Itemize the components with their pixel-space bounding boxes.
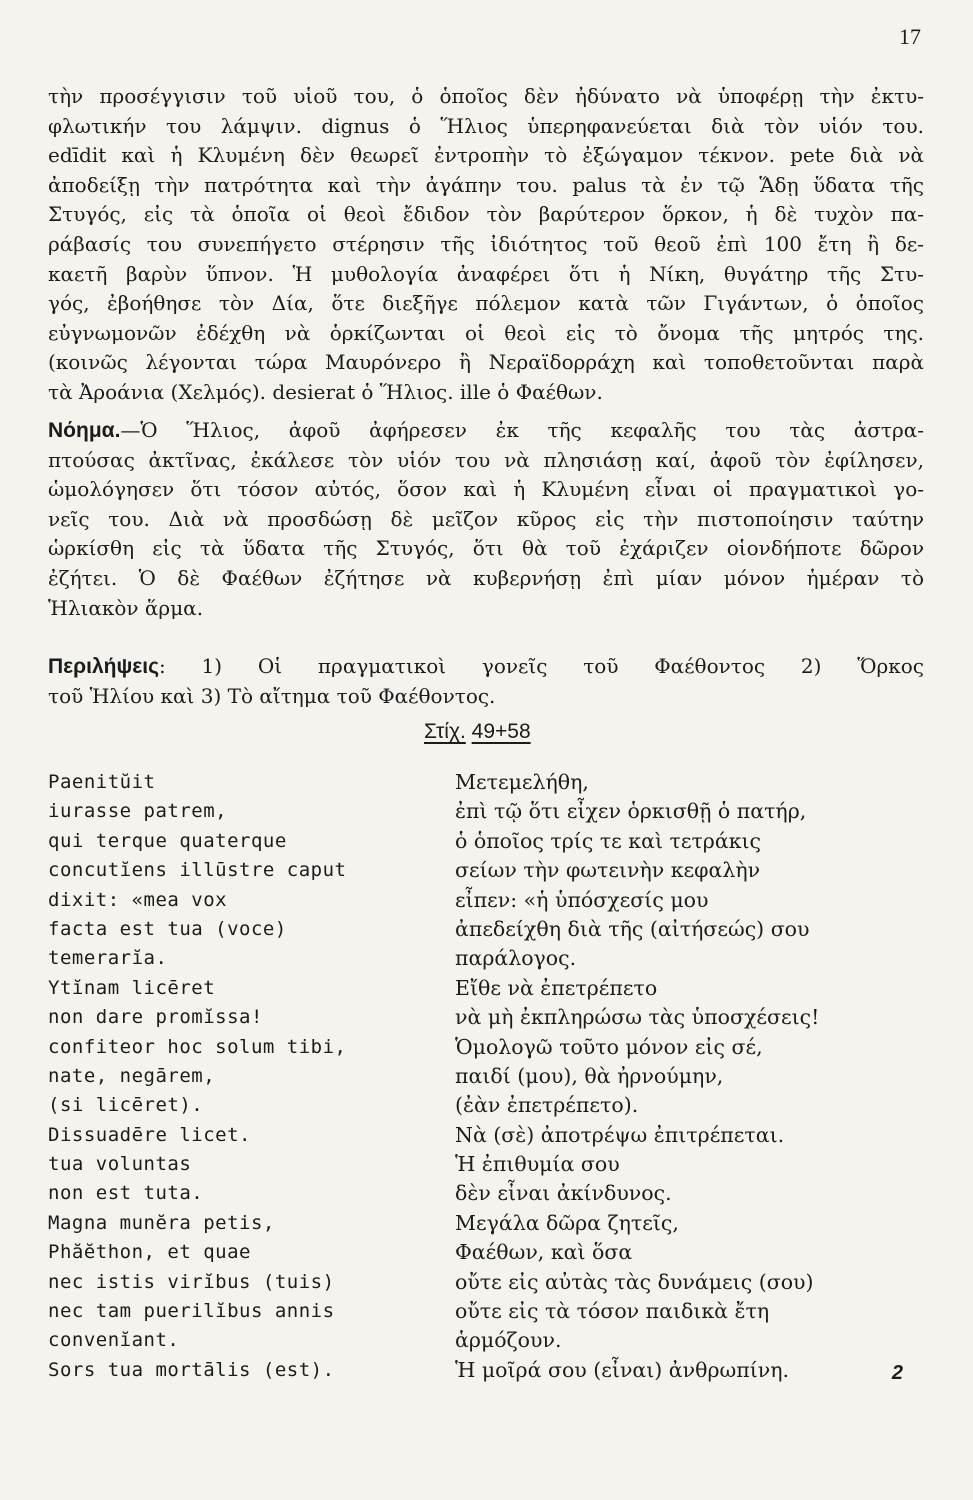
commentary-line: (κοινῶς λέγονται τώρα Μαυρόνερο ἢ Νεραϊδορράχη καὶ τοποθετοῦνται παρὰ: [48, 350, 924, 375]
signature-mark: 2: [891, 1362, 903, 1384]
commentary-line: φλωτικήν του λάμψιν. dignus ὁ Ἥλιος ὑπερηφανεύεται διὰ τὸν υἱόν του.: [48, 113, 924, 138]
perilipseis-paragraph: [48, 652, 924, 711]
latin-verse-line: temerarĭa.: [48, 947, 168, 970]
latin-verse-line: nate, negārem,: [48, 1064, 216, 1087]
commentary-line: Στυγός, εἰς τὰ ὁποῖα οἱ θεοὶ ἔδιδον τὸν βαρύτερον ὅρκον, ἡ δὲ τυχὸν πα-: [48, 202, 924, 227]
latin-verse-line: qui terque quaterque: [48, 829, 287, 852]
latin-verse-line: Phăĕthon, et quae: [48, 1241, 251, 1264]
latin-verse-line: tua voluntas: [48, 1153, 192, 1176]
latin-verse-line: Sors tua mortālis (est).: [48, 1358, 335, 1381]
noima-line: —Ὁ Ἥλιος, ἀφοῦ ἀφήρεσεν ἐκ τῆς κεφαλῆς του τὰς ἀστρα-: [120, 418, 924, 442]
noima-line: νεῖς του. Διὰ νὰ προσδώσῃ δὲ μεῖζον κῦρος εἰς τὴν πιστοποίησιν ταύτην: [48, 506, 924, 531]
commentary-line: εὐγνωμονῶν ἐδέχθη νὰ ὁρκίζωνται οἱ θεοὶ εἰς τὸ ὄνομα τῆς μητρός της.: [48, 320, 924, 345]
latin-verse-line: Paenitŭit: [48, 771, 156, 793]
perilipseis-line: : 1) Οἱ πραγματικοὶ γονεῖς τοῦ Φαέθοντος 2) Ὅρκος: [159, 654, 924, 678]
latin-verse-line: Ytĭnam licēret: [48, 976, 216, 999]
verse-range-numbers: 49+58: [471, 720, 531, 743]
noima-line: ὡμολόγησεν ὅτι τόσον αὐτός, ὅσον καὶ ἡ Κλυμένη εἶναι οἱ πραγματικοὶ γο-: [48, 477, 924, 502]
verse-range-heading: [424, 720, 531, 744]
noima-line: ἐζήτει. Ὁ δὲ Φαέθων ἐζήτησε νὰ κυβερνήσῃ ἐπὶ μίαν μόνον ἡμέραν τὸ: [48, 565, 924, 590]
greek-verse-line: Νὰ (σὲ) ἀποτρέψω ἐπιτρέπεται.: [455, 1122, 785, 1147]
noima-line: ὡρκίσθη εἰς τὰ ὕδατα τῆς Στυγός, ὅτι θὰ τοῦ ἐχάριζεν οἱονδήποτε δῶρον: [48, 536, 924, 561]
greek-verse-line: σείων τὴν φωτεινὴν κεφαλὴν: [455, 858, 761, 883]
latin-verse-line: iurasse patrem,: [48, 800, 228, 823]
latin-verse-line: confiteor hoc solum tibi,: [48, 1035, 347, 1058]
greek-verse-line: παράλογος.: [455, 946, 577, 971]
greek-verse-line: Φαέθων, καὶ ὅσα: [455, 1240, 633, 1265]
latin-verse-column: [48, 768, 408, 1385]
greek-verse-line: οὔτε εἰς αὐτὰς τὰς δυνάμεις (σου): [455, 1269, 814, 1294]
latin-verse-line: convenĭant.: [48, 1329, 180, 1352]
commentary-line: ἀποδείξῃ τὴν πατρότητα καὶ τὴν ἀγάπην του. palus τὰ ἐν τῷ Ἅδῃ ὕδατα τῆς: [48, 172, 924, 197]
greek-verse-line: δὲν εἶναι ἀκίνδυνος.: [455, 1181, 672, 1206]
noima-line: πτούσας ἀκτῖνας, ἐκάλεσε τὸν υἱόν του νὰ πλησιάσῃ καί, ἀφοῦ τὸν ἐφίλησεν,: [48, 447, 924, 472]
perilipseis-line: τοῦ Ἡλίου καὶ 3) Τὸ αἴτημα τοῦ Φαέθοντος.: [48, 683, 496, 708]
latin-verse-line: nec tam puerilĭbus annis: [48, 1300, 335, 1323]
greek-verse-line: παιδί (μου), θὰ ἠρνούμην,: [455, 1063, 724, 1088]
greek-verse-line: ἀπεδείχθη διὰ τῆς (αἰτήσεώς) σου: [455, 916, 810, 941]
greek-verse-line: Ἡ μοῖρά σου (εἶναι) ἀνθρωπίνη.: [455, 1357, 789, 1382]
greek-verse-line: ἐπὶ τῷ ὅτι εἶχεν ὁρκισθῇ ὁ πατήρ,: [455, 799, 807, 824]
greek-verse-line: (ἐὰν ἐπετρέπετο).: [455, 1093, 639, 1118]
latin-verse-line: non est tuta.: [48, 1182, 204, 1205]
commentary-line: καετῆ βαρὺν ὕπνον. Ἡ μυθολογία ἀναφέρει ὅτι ἡ Νίκη, θυγάτηρ τῆς Στυ-: [48, 261, 924, 286]
greek-verse-line: ἁρμόζουν.: [455, 1328, 562, 1353]
latin-verse-line: Dissuadēre licet.: [48, 1123, 251, 1146]
greek-verse-line: Ὁμολογῶ τοῦτο μόνον εἰς σέ,: [455, 1034, 763, 1059]
greek-verse-line: Ἡ ἐπιθυμία σου: [455, 1152, 620, 1177]
commentary-line: ράβασίς του συνεπήγετο στέρησιν τῆς ἰδιότητος τοῦ θεοῦ ἐπὶ 100 ἔτη ἢ δε-: [48, 231, 924, 256]
page-number: 17: [899, 24, 921, 49]
commentary-line: τὰ Ἀροάνια (Χελμός). desierat ὁ Ἥλιος. ille ὁ Φαέθων.: [48, 379, 603, 404]
greek-verse-line: οὔτε εἰς τὰ τόσον παιδικὰ ἔτη: [455, 1299, 770, 1324]
greek-verse-line: Μεγάλα δῶρα ζητεῖς,: [455, 1210, 679, 1235]
latin-verse-line: non dare promĭssa!: [48, 1006, 263, 1029]
latin-verse-line: Magna munĕra petis,: [48, 1211, 275, 1234]
noima-heading: Νόημα.: [48, 419, 121, 442]
latin-verse-line: nec istis virĭbus (tuis): [48, 1270, 335, 1293]
commentary-line: τὴν προσέγγισιν τοῦ υἱοῦ του, ὁ ὁποῖος δὲν ἠδύνατο νὰ ὑποφέρῃ τὴν ἐκτυ-: [48, 84, 924, 108]
perilipseis-heading: Περιλήψεις: [48, 655, 160, 678]
verse-range-label: Στίχ.: [424, 720, 466, 743]
noima-first-line: [48, 416, 924, 446]
commentary-paragraph: [48, 82, 924, 408]
latin-verse-line: dixit: «mea vox: [48, 888, 228, 911]
latin-verse-line: (si licēret).: [48, 1094, 204, 1117]
greek-verse-line: ὁ ὁποῖος τρίς τε καὶ τετράκις: [455, 828, 762, 853]
greek-verse-line: νὰ μὴ ἐκπληρώσω τὰς ὑποσχέσεις!: [455, 1005, 820, 1030]
perilipseis-first-line: [48, 652, 924, 682]
commentary-line: γός, ἐβοήθησε τὸν Δία, ὅτε διεξῆγε πόλεμον κατὰ τῶν Γιγάντων, ὁ ὁποῖος: [48, 291, 924, 316]
greek-verse-line: Εἴθε νὰ ἐπετρέπετο: [455, 975, 658, 1000]
latin-verse-line: concutĭens illūstre caput: [48, 859, 347, 882]
commentary-line: edīdit καὶ ἡ Κλυμένη δὲν θεωρεῖ ἐντροπὴν τὸ ἐξώγαμον τέκνον. pete διὰ νὰ: [48, 143, 924, 168]
greek-verse-column: [455, 768, 935, 1385]
greek-verse-line: Μετεμελήθη,: [455, 770, 589, 794]
greek-verse-line: εἶπεν: «ἡ ὑπόσχεσίς μου: [455, 887, 709, 912]
noima-line: Ἡλιακὸν ἅρμα.: [48, 595, 204, 620]
latin-verse-line: facta est tua (voce): [48, 917, 287, 940]
noima-paragraph: [48, 416, 924, 623]
